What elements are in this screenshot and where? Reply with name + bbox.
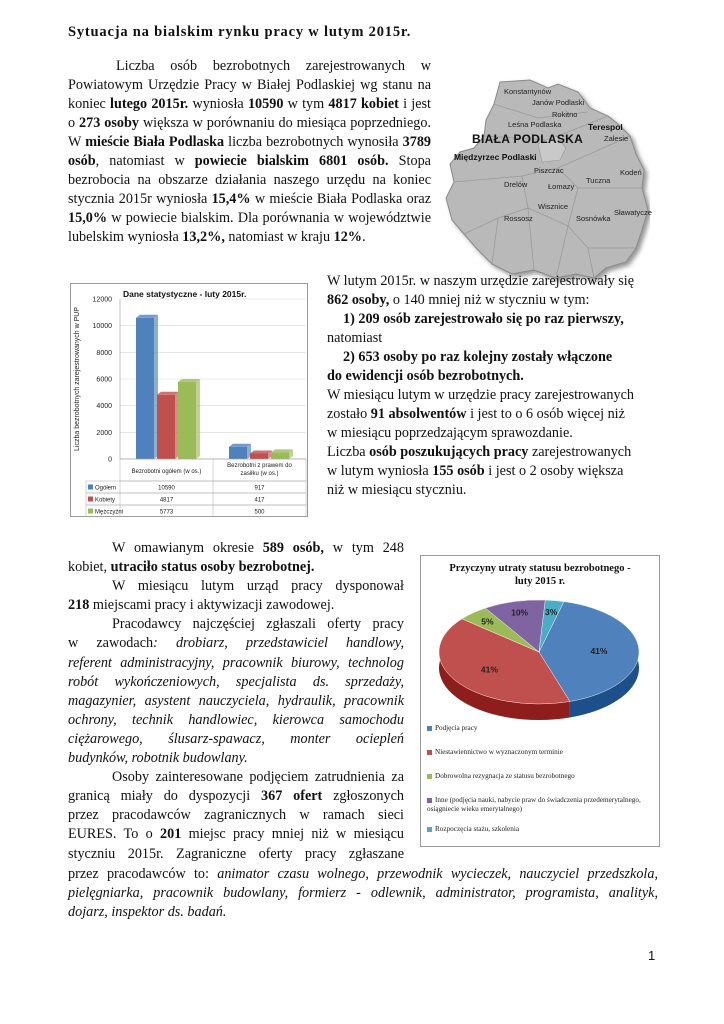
pie-data-label: 10% [511,607,529,618]
text-line: zostało 91 absolwentów i jest to o 6 osób więcej niż [327,406,625,422]
lower-text-wide [68,865,658,922]
text-line: W miesiącu lutym urząd pracy dysponował [112,578,404,595]
text-line: pielęgniarka, pracownik budowlany, formierz - odlewnik, administrator, programista, analityk, [68,885,658,902]
text-line: 218 miejscami pracy i aktywizacji zawodowej. [68,597,335,614]
intro-text-run: , natomiast w [95,153,195,169]
pie-legend-item [427,772,651,781]
map-town: Zalesie [604,134,629,143]
map-town: Piszczac [534,166,564,175]
y-axis-label: Liczba bezrobotnych zarejestrowanych w PUP [74,307,81,451]
text-line: referent administracyjny, pracownik biurowy, technolog [68,654,404,671]
pie-legend-item [427,796,651,814]
legend-label: Ogółem [95,485,117,492]
bar-depth [196,379,200,459]
legend-label: Niestawiennictwo w wyznaczonym terminie [435,748,563,756]
table-cell: 917 [254,485,265,492]
table-cell: 4817 [159,497,174,504]
legend-swatch [427,827,432,832]
table-cell: 417 [254,497,265,504]
text-line: Osoby zainteresowane podjęciem zatrudnienia za [112,769,404,786]
intro-text-run: liczba bezrobotnych wynosiła [224,134,403,150]
map-town: Łomazy [548,182,575,191]
intro-text-run: wyniosła [188,96,248,112]
text-line: dojarz, inspektor ds. badań. [68,904,227,921]
page-title: Sytuacja na bialskim rynku pracy w lutym 2015r. [68,24,412,40]
intro-text-run: Liczba osób bezrobotnych zarejestrowanych w Powiatowym Urzędzie Pracy w Białej Podlaskiej wg stanu na koniec [68,58,431,112]
pie-legend-item [427,825,651,834]
region-map [438,78,650,284]
legend-swatch [427,774,432,779]
bar [229,447,247,459]
map-town: Drelów [504,180,528,189]
table-cell: 10590 [158,485,175,492]
legend-label: Mężczyźni [95,509,124,516]
y-tick-label: 12000 [92,296,112,304]
intro-text-run: Stopa bezrobocia na obszarze działania naszego urzędu na koniec stycznia 2015r wyniosła [68,153,431,207]
text-line: robót wykończeniowych, specjalista ds. sprzedaży, [68,673,404,690]
legend-label: Podjęcia pracy [435,724,478,732]
text-line: niż w miesiącu styczniu. [327,482,467,498]
text-line: w lutym wyniosła 155 osób i jest o 2 osoby większa [327,463,624,479]
legend-swatch [427,750,432,755]
text-line: ochrony, technik handlowiec, kierowca samochodu [68,711,404,728]
text-line: Liczba osób poszukujących pracy zarejestrowanych [327,444,632,460]
intro-text-run: w mieście Biała Podlaska oraz [250,191,431,207]
bar [136,318,154,459]
map-town: Tuczna [586,176,611,185]
intro-text-run: większa w porównaniu do miesiąca poprzedniego. W [68,115,431,150]
table-cell: 500 [254,509,265,516]
text-line: Pracodawcy najczęściej zgłaszali oferty pracy [112,616,404,633]
intro-text-run: 4817 kobiet [328,96,399,112]
map-town: Rokitno [552,110,578,119]
map-town: Konstantynów [504,87,552,96]
legend-label: Kobiety [95,497,116,504]
pie-chart-title: Przyczyny utraty statusu bezrobotnego - luty 2015 r. [449,563,631,587]
text-line: granicą miały do dyspozycji 367 ofert zgłoszonych [68,788,405,805]
intro-text-run: . [361,229,366,245]
bar-chart-title: Dane statystyczne - luty 2015r. [123,289,247,299]
map-town: Janów Podlaski [532,98,585,107]
intro-text-run: 12% [333,229,362,245]
map-town: Międzyrzec Podlaski [454,152,537,162]
text-line: do ewidencji osób bezrobotnych. [327,368,524,384]
map-town: Sosnówka [576,214,611,223]
pie-data-label: 3% [545,606,558,617]
text-line: w zawodach: drobiarz, przedstawiciel handlowy, [68,635,404,652]
text-line: W omawianym okresie 589 osób, w tym 248 [112,540,404,556]
map-town: Sławatycze [614,208,652,217]
list-item: 1) 209 osób zarejestrowało się po raz pierwszy, [343,311,624,327]
intro-text-run: powiecie bialskim 6801 osób. [194,153,389,169]
bar-chart-svg [70,283,308,517]
legend-label: Inne (podjęcia nauki, nabycie praw do świadczenia przedemerytalnego, osiągniecie wieku emerytalnego) [427,796,641,813]
text-line: kobiet, utraciło status osoby bezrobotnej. [68,559,315,576]
pie-data-label: 41% [480,664,498,675]
text-line: styczniu 2015r. Zagraniczne oferty pracy zgłaszane [68,845,404,862]
text-line: natomiast [327,330,383,346]
registrations-paragraph [327,272,657,500]
x-category-label-line: zasiłku (w os.) [240,471,279,477]
intro-paragraph [68,57,431,247]
text-line: magazynier, asystent nauczyciela, hydraulik, pracownik [68,692,404,709]
legend-label: Dobrowolna rezygnacja ze statusu bezrobotnego [435,772,575,780]
pie-data-label: 5% [481,616,494,627]
intro-text-run: 3789 osób [68,134,431,169]
text-line: W miesiącu lutym w urzędzie pracy zarejestrowanych [327,387,634,403]
region-map-graphic [438,78,650,284]
intro-text-run: 10590 [247,96,284,112]
intro-text-run: 15,4% [211,191,251,207]
map-town: Leśna Podlaska [508,120,562,129]
text-line: budynków, robotnik budowlany. [68,750,248,767]
legend-label: Rozpoczęcia stażu, szkolenia [435,825,520,833]
text-line: 862 osoby, o 140 mniej niż w styczniu w tym: [327,292,590,308]
pie-chart [420,555,660,847]
lower-text [68,539,404,864]
y-tick-label: 2000 [96,429,112,437]
intro-text-run: w tym [283,96,329,112]
list-item: 2) 653 osoby po raz kolejny zostały włączone [343,349,613,365]
map-town: Rossosz [504,214,533,223]
pie-legend-item [427,724,651,733]
legend-swatch [427,798,432,803]
legend-swatch [88,485,93,490]
page-number: 1 [648,948,656,963]
pie-legend-item [427,748,651,757]
intro-text-run: 15,0% [68,210,108,226]
map-town: Wisznice [538,202,569,211]
y-tick-label: 0 [108,456,112,464]
intro-text-run: 13,2%, [182,229,225,245]
legend-swatch [88,509,93,514]
intro-text-run: lutego 2015r. [110,96,189,112]
legend-swatch [88,497,93,502]
intro-text-run: natomiast w kraju [224,229,334,245]
intro-text-run: i jest o [68,96,431,131]
bar [178,382,196,459]
text-line: przez pracodawców to: animator czasu wolnego, przewodnik wycieczek, nauczyciel przedszkola, [68,866,659,882]
y-tick-label: 10000 [92,323,112,331]
bar [157,395,175,459]
x-category-label: Bezrobotni ogółem (w os.) [131,469,202,475]
table-cell: 5773 [159,509,174,516]
text-line: EURES. To o 201 miejsc pracy mniej niż w miesiącu [68,826,404,843]
map-region-label: BIAŁA PODLASKA [472,132,584,146]
bar [271,452,289,459]
map-town: Kodeń [620,168,642,177]
legend-swatch [427,726,432,731]
bar [250,453,268,459]
text-line: w miesiącu poprzedzającym sprawozdanie. [327,425,573,441]
y-tick-label: 6000 [96,376,112,384]
intro-text-run: w powiecie bialskim. Dla porównania w województwie lubelskim wyniosła [68,210,431,245]
y-tick-label: 4000 [96,403,112,411]
bar-chart [70,283,308,517]
x-category-label-line: Bezrobotni z prawem do [227,463,292,469]
pie-chart-svg [421,592,659,742]
text-line: W lutym 2015r. w naszym urzędzie zarejestrowały się [327,273,635,289]
map-town: Terespol [588,122,623,132]
text-line: przez pracodawców zagranicznych w ramach sieci [68,807,404,824]
pie-data-label: 41% [590,646,608,657]
intro-text-run: mieście Biała Podlaska [85,134,225,150]
y-tick-label: 8000 [96,349,112,357]
text-line: ciężarowego, ślusarz-spawacz, monter ociepleń [68,730,404,747]
intro-text-run: 273 osoby [79,115,139,131]
